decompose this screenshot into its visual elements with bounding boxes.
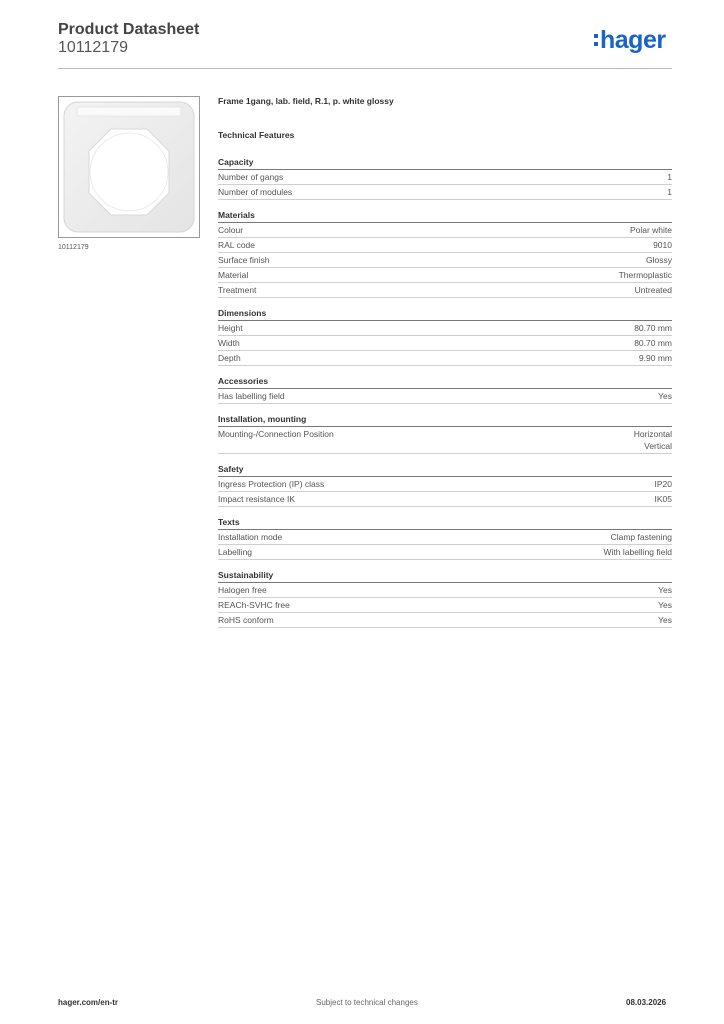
spec-value-line: IK05 — [654, 494, 672, 504]
spec-row — [218, 613, 672, 628]
section-title: Sustainability — [218, 569, 672, 583]
spec-row — [218, 283, 672, 298]
spec-value-line: Untreated — [634, 285, 672, 295]
spec-section — [218, 375, 672, 404]
spec-row — [218, 268, 672, 283]
footer-notice: Subject to technical changes — [316, 998, 418, 1007]
spec-value-line: 80.70 mm — [634, 323, 672, 333]
spec-row — [218, 545, 672, 560]
spec-label: RAL code — [218, 240, 256, 250]
spec-label: Height — [218, 323, 243, 333]
page-title: Product Datasheet — [58, 21, 200, 38]
spec-row — [218, 477, 672, 492]
spec-value-line: Glossy — [646, 255, 672, 265]
spec-row — [218, 185, 672, 200]
spec-value — [635, 284, 672, 296]
spec-row — [218, 389, 672, 404]
spec-row — [218, 492, 672, 507]
spec-value — [655, 493, 673, 505]
spec-value-line: Horizontal — [633, 429, 672, 439]
spec-label: Depth — [218, 353, 241, 363]
spec-value-line: Yes — [658, 585, 672, 595]
spec-value-line: Thermoplastic — [618, 270, 672, 280]
spec-label: Number of modules — [218, 187, 293, 197]
spec-label: Ingress Protection (IP) class — [218, 479, 325, 489]
spec-row — [218, 583, 672, 598]
spec-label: Installation mode — [218, 532, 283, 542]
spec-value-line: Polar white — [629, 225, 672, 235]
section-title: Safety — [218, 463, 672, 477]
spec-value — [667, 186, 672, 198]
spec-label: Colour — [218, 225, 244, 235]
spec-label: Material — [218, 270, 249, 280]
section-title: Installation, mounting — [218, 413, 672, 427]
spec-section — [218, 413, 672, 454]
spec-value-line: IP20 — [654, 479, 672, 489]
spec-label: Impact resistance IK — [218, 494, 296, 504]
section-title: Accessories — [218, 375, 672, 389]
spec-value — [658, 599, 672, 611]
spec-section — [218, 463, 672, 507]
spec-value-line: 80.70 mm — [634, 338, 672, 348]
spec-value — [634, 337, 672, 349]
spec-value — [646, 254, 672, 266]
spec-value — [639, 352, 672, 364]
technical-features-title: Technical Features — [218, 130, 295, 140]
spec-section — [218, 307, 672, 366]
spec-row — [218, 427, 672, 454]
frame-product-image-icon — [59, 97, 199, 237]
spec-value-line: Yes — [658, 391, 672, 401]
spec-label: Surface finish — [218, 255, 270, 265]
spec-row — [218, 336, 672, 351]
spec-value — [603, 546, 672, 558]
spec-row — [218, 238, 672, 253]
product-name: Frame 1gang, lab. field, R.1, p. white glossy — [218, 96, 394, 106]
logo-text: hager — [600, 26, 666, 54]
section-title: Texts — [218, 516, 672, 530]
spec-value — [658, 614, 672, 626]
spec-value — [653, 239, 672, 251]
spec-label: Halogen free — [218, 585, 267, 595]
spec-value-line: 1 — [667, 187, 672, 197]
spec-value-line: Vertical — [644, 441, 672, 451]
footer-website-link[interactable]: hager.com/en-tr — [58, 998, 119, 1007]
spec-label: Has labelling field — [218, 391, 285, 401]
spec-value — [619, 269, 672, 281]
spec-row — [218, 321, 672, 336]
spec-section — [218, 209, 672, 298]
spec-value — [630, 224, 672, 236]
spec-value — [634, 428, 672, 452]
spec-row — [218, 223, 672, 238]
spec-value — [658, 390, 672, 402]
spec-value — [658, 584, 672, 596]
spec-label: Mounting-/Connection Position — [218, 429, 334, 439]
spec-value-line: Yes — [658, 600, 672, 610]
section-title: Dimensions — [218, 307, 672, 321]
spec-value-line: 9.90 mm — [638, 353, 672, 363]
header-divider — [58, 68, 672, 69]
spec-row — [218, 170, 672, 185]
spec-value-line: With labelling field — [603, 547, 672, 557]
spec-row — [218, 351, 672, 366]
spec-section — [218, 569, 672, 628]
spec-section — [218, 516, 672, 560]
spec-label: Width — [218, 338, 240, 348]
footer-date: 08.03.2026 — [626, 998, 667, 1007]
spec-row — [218, 253, 672, 268]
spec-value-line: 9010 — [653, 240, 672, 250]
spec-value — [611, 531, 672, 543]
spec-label: RoHS conform — [218, 615, 274, 625]
spec-value-line: Yes — [658, 615, 672, 625]
spec-value — [634, 322, 672, 334]
spec-row — [218, 530, 672, 545]
spec-value-line: 1 — [667, 172, 672, 182]
spec-label: Labelling — [218, 547, 253, 557]
image-caption: 10112179 — [58, 244, 89, 251]
hager-logo — [594, 26, 666, 55]
section-title: Materials — [218, 209, 672, 223]
spec-label: Treatment — [218, 285, 257, 295]
product-code: 10112179 — [58, 39, 128, 56]
spec-value — [655, 478, 673, 490]
spec-row — [218, 598, 672, 613]
product-image — [58, 96, 200, 238]
spec-section — [218, 156, 672, 200]
section-title: Capacity — [218, 156, 672, 170]
logo-dots-icon — [594, 34, 598, 50]
spec-label: REACh-SVHC free — [218, 600, 290, 610]
spec-label: Number of gangs — [218, 172, 284, 182]
spec-table — [218, 156, 672, 637]
spec-value-line: Clamp fastening — [610, 532, 672, 542]
spec-value — [667, 171, 672, 183]
